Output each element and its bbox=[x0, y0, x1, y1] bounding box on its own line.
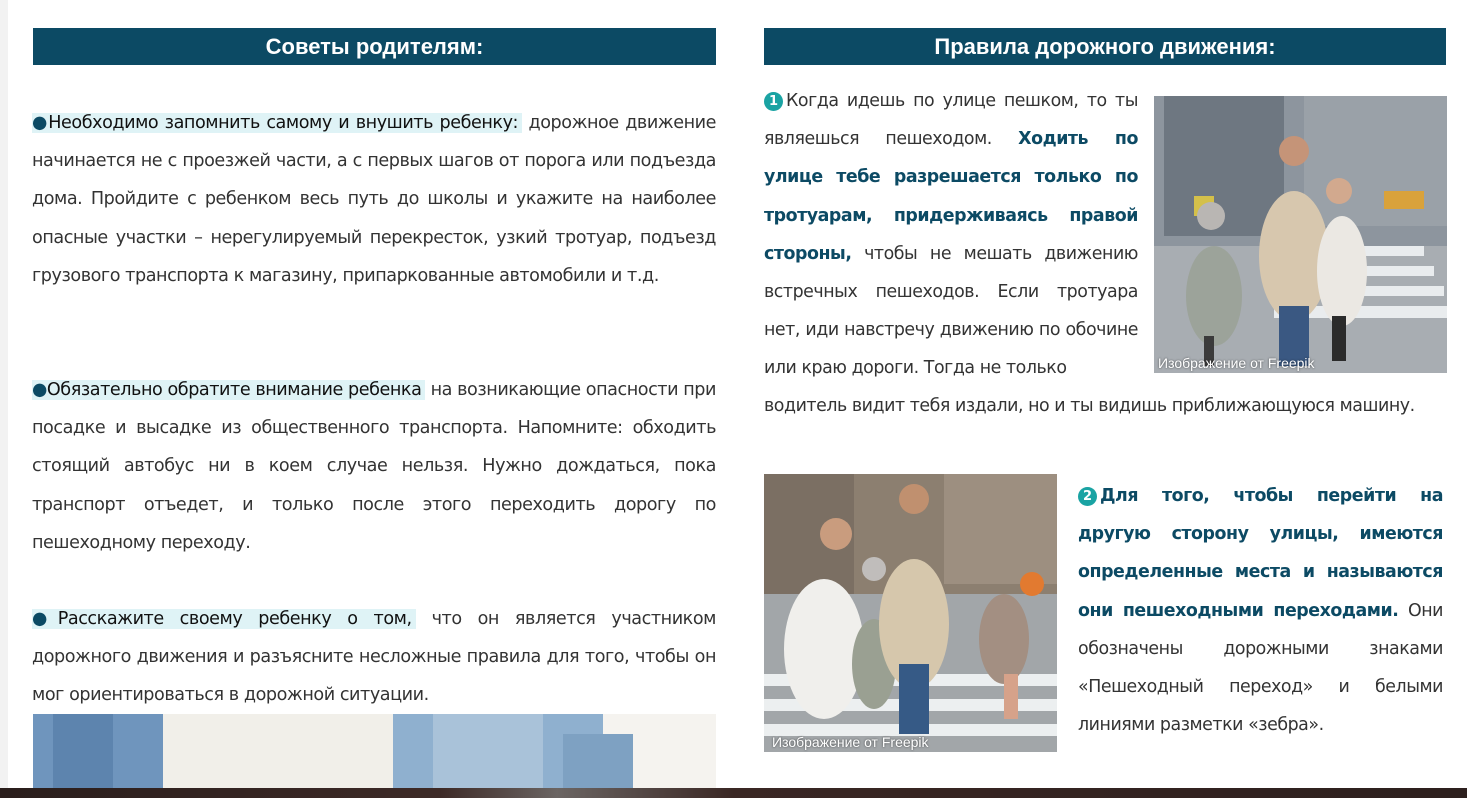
tip-paragraph-3 bbox=[32, 600, 716, 715]
tip-highlight-text: Обязательно обратите внимание ребенка bbox=[46, 380, 422, 400]
rule-text: водитель видит тебя издали, но и ты видишь приближающуюся машину. bbox=[764, 396, 1415, 416]
tip-paragraph-2 bbox=[32, 371, 716, 562]
number-2-icon: 2 bbox=[1078, 487, 1097, 506]
family-crossing-photo-1 bbox=[1154, 96, 1447, 373]
family-crossing-photo-2 bbox=[764, 474, 1057, 752]
tip-text: на возникающие опасности при посадке и высадке из общественного транспорта. Напомните: обходить стоящий автобус ни в коем случае нельзя. Нужно дождаться, пока транспорт отъедет, и только после этого переходить дорогу по пешеходному переходу. bbox=[32, 380, 716, 553]
bullet-icon: ● bbox=[32, 609, 58, 629]
rule-emphasis: Ходить по улице тебе разрешается только по тротуарам, придерживаясь правой стороны, bbox=[764, 129, 1138, 264]
tip-text: что он является участником дорожного движения и разъясните несложные правила для того, чтобы он мог ориентироваться в дорожной ситуации. bbox=[32, 609, 716, 706]
section-header-parents bbox=[33, 28, 716, 65]
bullet-icon: ● bbox=[32, 380, 47, 400]
bullet-icon: ● bbox=[32, 113, 49, 133]
rule-text: Они обозначены дорожными знаками «Пешеходный переход» и белыми линиями разметки «зебра». bbox=[1078, 600, 1443, 736]
photo-credit: Изображение от Freepik bbox=[1158, 355, 1315, 371]
tip-highlight bbox=[32, 380, 425, 400]
section-header-rules bbox=[764, 28, 1446, 65]
tip-highlight-text: Необходимо запомнить самому и внушить ребенку: bbox=[48, 113, 519, 133]
rule-text: чтобы не мешать движению встречных пешеходов. Если тротуара нет, иди навстречу движению по обочине или краю дороги. Тогда не только bbox=[764, 243, 1138, 379]
tip-highlight bbox=[32, 113, 522, 133]
photo-credit: Изображение от Freepik bbox=[772, 734, 929, 750]
rule-2-text bbox=[1078, 477, 1443, 744]
rule-1-continuation bbox=[764, 387, 1446, 425]
section-title: Советы родителям: bbox=[265, 33, 484, 59]
rule-emphasis: Для того, чтобы перейти на другую сторону улицы, имеются определенные места и называются они пешеходными переходами. bbox=[1078, 486, 1443, 621]
rule-text: Когда идешь по улице пешком, то ты являешься пешеходом. bbox=[764, 91, 1138, 150]
parent-child-photo bbox=[33, 714, 716, 798]
page-margin bbox=[0, 0, 8, 798]
rule-1-text bbox=[764, 82, 1138, 388]
tip-paragraph-1 bbox=[32, 104, 716, 295]
number-1-icon: 1 bbox=[764, 92, 783, 111]
viewer-bottom-bar bbox=[0, 788, 1467, 798]
tip-highlight-text: Расскажите своему ребенку о том, bbox=[57, 609, 412, 629]
tip-text: дорожное движение начинается не с проезжей части, а с первых шагов от порога или подъезда дома. Пройдите с ребенком весь путь до школы и укажите на наиболее опасные участки – нерегулируемый перекресток, узкий тротуар, подъезд грузового транспорта к магазину, припаркованные автомобили и т.д. bbox=[32, 113, 716, 286]
tip-highlight bbox=[32, 609, 416, 629]
section-title: Правила дорожного движения: bbox=[934, 33, 1276, 59]
